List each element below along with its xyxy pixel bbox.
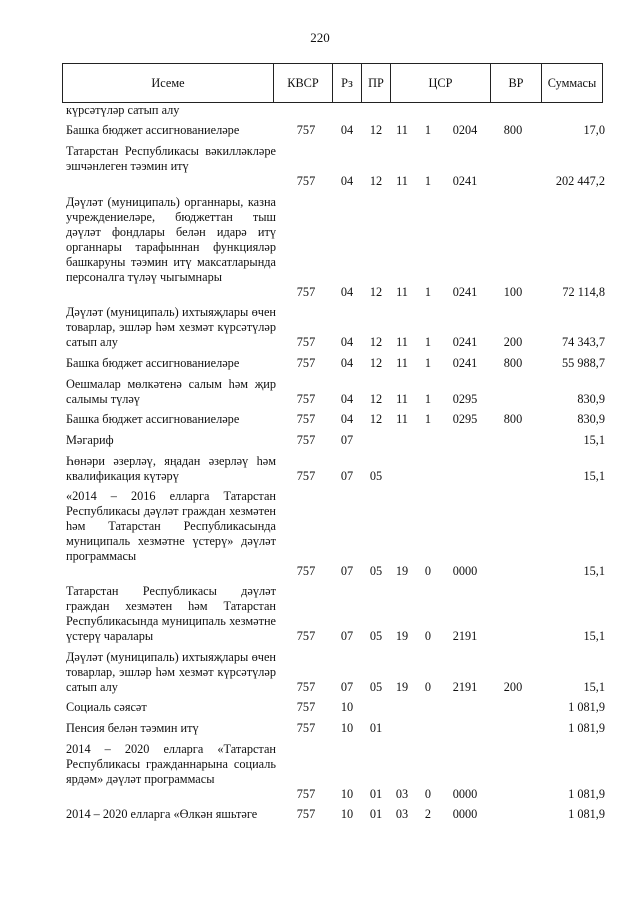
cell-csr2: 1: [424, 123, 432, 137]
cell-rz: 10: [340, 807, 354, 821]
table-row: [62, 807, 603, 822]
cell-pr: 05: [369, 629, 383, 643]
cell-rz: [332, 103, 362, 118]
budget-table: [62, 103, 603, 822]
cell-kvsr: 757: [296, 285, 316, 299]
cell-csr2: 1: [424, 412, 432, 426]
cell-csr2: 1: [424, 285, 432, 299]
cell-csr1: [390, 700, 414, 715]
table-row: [62, 584, 603, 644]
cell-csr2: 2: [424, 807, 432, 821]
row-name: 2014 – 2020 елларга «Татарстан Республикасы гражданнарына социаль ярдәм» дәүләт программасы: [66, 742, 276, 786]
cell-csr1: 19: [395, 680, 409, 694]
cell-csr1: [390, 103, 414, 118]
cell-csr3: 0295: [452, 412, 478, 426]
cell-sum: 55 988,7: [561, 356, 605, 370]
cell-rz: 04: [340, 174, 354, 188]
cell-csr2: 0: [424, 564, 432, 578]
cell-csr2: 0: [424, 680, 432, 694]
table-row: [62, 742, 603, 802]
cell-kvsr: 757: [296, 412, 316, 426]
cell-kvsr: 757: [296, 787, 316, 801]
cell-pr: 12: [369, 335, 383, 349]
cell-csr2: [418, 103, 438, 118]
table-row: [62, 377, 603, 407]
cell-sum: 1 081,9: [568, 721, 605, 735]
cell-rz: 10: [340, 700, 354, 714]
cell-csr3: 0241: [452, 285, 478, 299]
cell-rz: 04: [340, 412, 354, 426]
cell-rz: 04: [340, 123, 354, 137]
cell-sum: 830,9: [577, 412, 605, 426]
header-rz: Рз: [333, 64, 362, 102]
cell-csr1: 11: [396, 412, 408, 426]
cell-csr3: [438, 433, 492, 448]
cell-kvsr: 757: [296, 174, 316, 188]
cell-sum: 74 343,7: [561, 335, 605, 349]
table-row: [62, 650, 603, 695]
cell-vr: 200: [503, 680, 523, 694]
cell-csr1: 19: [395, 564, 409, 578]
cell-sum: 1 081,9: [568, 787, 605, 801]
cell-pr: 12: [369, 285, 383, 299]
cell-csr1: 11: [396, 285, 408, 299]
cell-pr: 12: [369, 174, 383, 188]
table-header: [62, 63, 603, 103]
cell-sum: 15,1: [583, 433, 605, 447]
header-csr: ЦСР: [391, 64, 491, 102]
table-row: [62, 305, 603, 350]
cell-rz: 07: [340, 680, 354, 694]
cell-kvsr: 757: [296, 335, 316, 349]
table-row: [62, 103, 603, 118]
cell-rz: 04: [340, 356, 354, 370]
cell-sum: 17,0: [583, 123, 605, 137]
cell-sum: [495, 103, 605, 118]
cell-csr3: 0241: [452, 356, 478, 370]
cell-csr3: 2191: [452, 680, 478, 694]
cell-csr3: [438, 469, 492, 484]
cell-csr2: 1: [424, 174, 432, 188]
cell-pr: [360, 700, 392, 715]
table-row: [62, 700, 603, 715]
cell-csr3: 0000: [452, 564, 478, 578]
cell-csr2: 1: [424, 392, 432, 406]
cell-kvsr: [278, 103, 334, 118]
cell-csr1: 19: [395, 629, 409, 643]
cell-sum: 202 447,2: [555, 174, 605, 188]
cell-csr2: [418, 469, 438, 484]
header-vr: ВР: [491, 64, 542, 102]
cell-sum: 1 081,9: [568, 807, 605, 821]
cell-kvsr: 757: [296, 469, 316, 483]
cell-csr1: 11: [396, 335, 408, 349]
cell-csr3: 0241: [452, 174, 478, 188]
cell-csr1: 11: [396, 123, 408, 137]
cell-kvsr: 757: [296, 721, 316, 735]
cell-csr1: [390, 469, 414, 484]
header-sum: Суммасы: [547, 76, 597, 90]
cell-vr: 200: [503, 335, 523, 349]
cell-pr: 12: [369, 123, 383, 137]
cell-csr3: 0295: [452, 392, 478, 406]
table-row: [62, 721, 603, 736]
cell-csr2: [418, 433, 438, 448]
cell-csr1: [390, 433, 414, 448]
cell-pr: 01: [369, 807, 383, 821]
cell-csr3: 2191: [452, 629, 478, 643]
row-name: 2014 – 2020 елларга «Өлкән яшьтәге: [66, 807, 258, 821]
cell-rz: 04: [340, 392, 354, 406]
header-name: Исеме: [63, 64, 274, 102]
table-row: [62, 144, 603, 189]
cell-kvsr: 757: [296, 629, 316, 643]
cell-csr1: 11: [396, 174, 408, 188]
row-name: «2014 – 2016 елларга Татарстан Республикасы дәүләт граждан хезмәтен һәм Татарстан Республикасында муниципаль хезмәтне үстерү» дәүләт программасы: [66, 489, 276, 563]
cell-csr1: 03: [395, 807, 409, 821]
table-row: [62, 454, 603, 484]
cell-kvsr: 757: [296, 680, 316, 694]
cell-rz: 04: [340, 285, 354, 299]
cell-pr: 01: [369, 787, 383, 801]
page-number: 220: [310, 30, 330, 45]
cell-rz: 10: [340, 721, 354, 735]
row-name: Дәүләт (муниципаль) ихтыяҗлары өчен товарлар, эшләр һәм хезмәт күрсәтүләр сатып алу: [66, 650, 276, 694]
cell-rz: 07: [340, 629, 354, 643]
cell-csr3: [438, 721, 492, 736]
cell-vr: 800: [503, 123, 523, 137]
row-name: Пенсия белән тәэмин итү: [66, 721, 199, 735]
cell-vr: 100: [503, 285, 523, 299]
cell-csr1: [390, 721, 414, 736]
cell-kvsr: 757: [296, 123, 316, 137]
cell-csr1: 03: [395, 787, 409, 801]
cell-sum: 15,1: [583, 469, 605, 483]
row-name: күрсәтүләр сатып алу: [66, 103, 180, 117]
cell-rz: 07: [340, 469, 354, 483]
cell-csr3: 0000: [452, 787, 478, 801]
cell-csr2: 0: [424, 629, 432, 643]
cell-pr: 05: [369, 564, 383, 578]
cell-vr: 800: [503, 356, 523, 370]
row-name: Мәгариф: [66, 433, 114, 447]
cell-sum: 15,1: [583, 564, 605, 578]
row-name: Башка бюджет ассигнованиеләре: [66, 356, 240, 370]
cell-kvsr: 757: [296, 700, 316, 714]
cell-csr2: [418, 721, 438, 736]
row-name: Башка бюджет ассигнованиеләре: [66, 412, 240, 426]
cell-rz: 07: [340, 564, 354, 578]
cell-csr2: 1: [424, 335, 432, 349]
row-name: Оешмалар мөлкәтенә салым һәм җир салымы түләү: [66, 377, 276, 406]
cell-kvsr: 757: [296, 564, 316, 578]
table-row: [62, 412, 603, 427]
cell-sum: 72 114,8: [562, 285, 605, 299]
cell-csr3: [438, 700, 492, 715]
cell-sum: 1 081,9: [568, 700, 605, 714]
cell-csr3: 0000: [452, 807, 478, 821]
table-row: [62, 433, 603, 448]
cell-pr: [360, 103, 392, 118]
row-name: Башка бюджет ассигнованиеләре: [66, 123, 240, 137]
cell-csr2: 0: [424, 787, 432, 801]
cell-pr: 05: [369, 469, 383, 483]
cell-pr: 12: [369, 392, 383, 406]
cell-rz: 04: [340, 335, 354, 349]
cell-kvsr: 757: [296, 392, 316, 406]
header-kvsr: КВСР: [274, 64, 333, 102]
cell-csr1: 11: [396, 356, 408, 370]
row-name: Социаль сәясәт: [66, 700, 147, 714]
cell-pr: 12: [369, 412, 383, 426]
cell-kvsr: 757: [296, 807, 316, 821]
row-name: Һөнәри әзерләү, яңадан әзерләү һәм квалификация күтәрү: [66, 454, 276, 483]
cell-vr: 800: [503, 412, 523, 426]
table-row: [62, 489, 603, 579]
cell-pr: 12: [369, 356, 383, 370]
cell-kvsr: 757: [296, 433, 316, 447]
row-name: Дәүләт (муниципаль) органнары, казна учреждениеләре, бюджеттан тыш дәүләт фондлары белән идарә итү органнары тарафыннан функцияләр башкаруны тәэмин итү максатларында персоналга түләү чыгымнары: [66, 195, 276, 284]
row-name: Татарстан Республикасы дәүләт граждан хезмәтен һәм Татарстан Республикасында муниципаль хезмәтне үстерү чаралары: [66, 584, 276, 643]
cell-sum: 15,1: [583, 680, 605, 694]
row-name: Татарстан Республикасы вәкилләкләре эшчәнлеген тәэмин итү: [66, 144, 276, 173]
cell-pr: 01: [369, 721, 383, 735]
header-pr: ПР: [362, 64, 391, 102]
table-row: [62, 195, 603, 300]
cell-csr3: [438, 103, 492, 118]
cell-sum: 15,1: [583, 629, 605, 643]
cell-kvsr: 757: [296, 356, 316, 370]
cell-sum: 830,9: [577, 392, 605, 406]
row-name: Дәүләт (муниципаль) ихтыяҗлары өчен товарлар, эшләр һәм хезмәт күрсәтүләр сатып алу: [66, 305, 276, 349]
table-row: [62, 356, 603, 371]
cell-csr3: 0241: [452, 335, 478, 349]
cell-csr1: 11: [396, 392, 408, 406]
cell-pr: 05: [369, 680, 383, 694]
cell-pr: [360, 433, 392, 448]
cell-csr3: 0204: [452, 123, 478, 137]
cell-csr2: [418, 700, 438, 715]
cell-csr2: 1: [424, 356, 432, 370]
cell-rz: 07: [340, 433, 354, 447]
cell-rz: 10: [340, 787, 354, 801]
table-row: [62, 123, 603, 138]
